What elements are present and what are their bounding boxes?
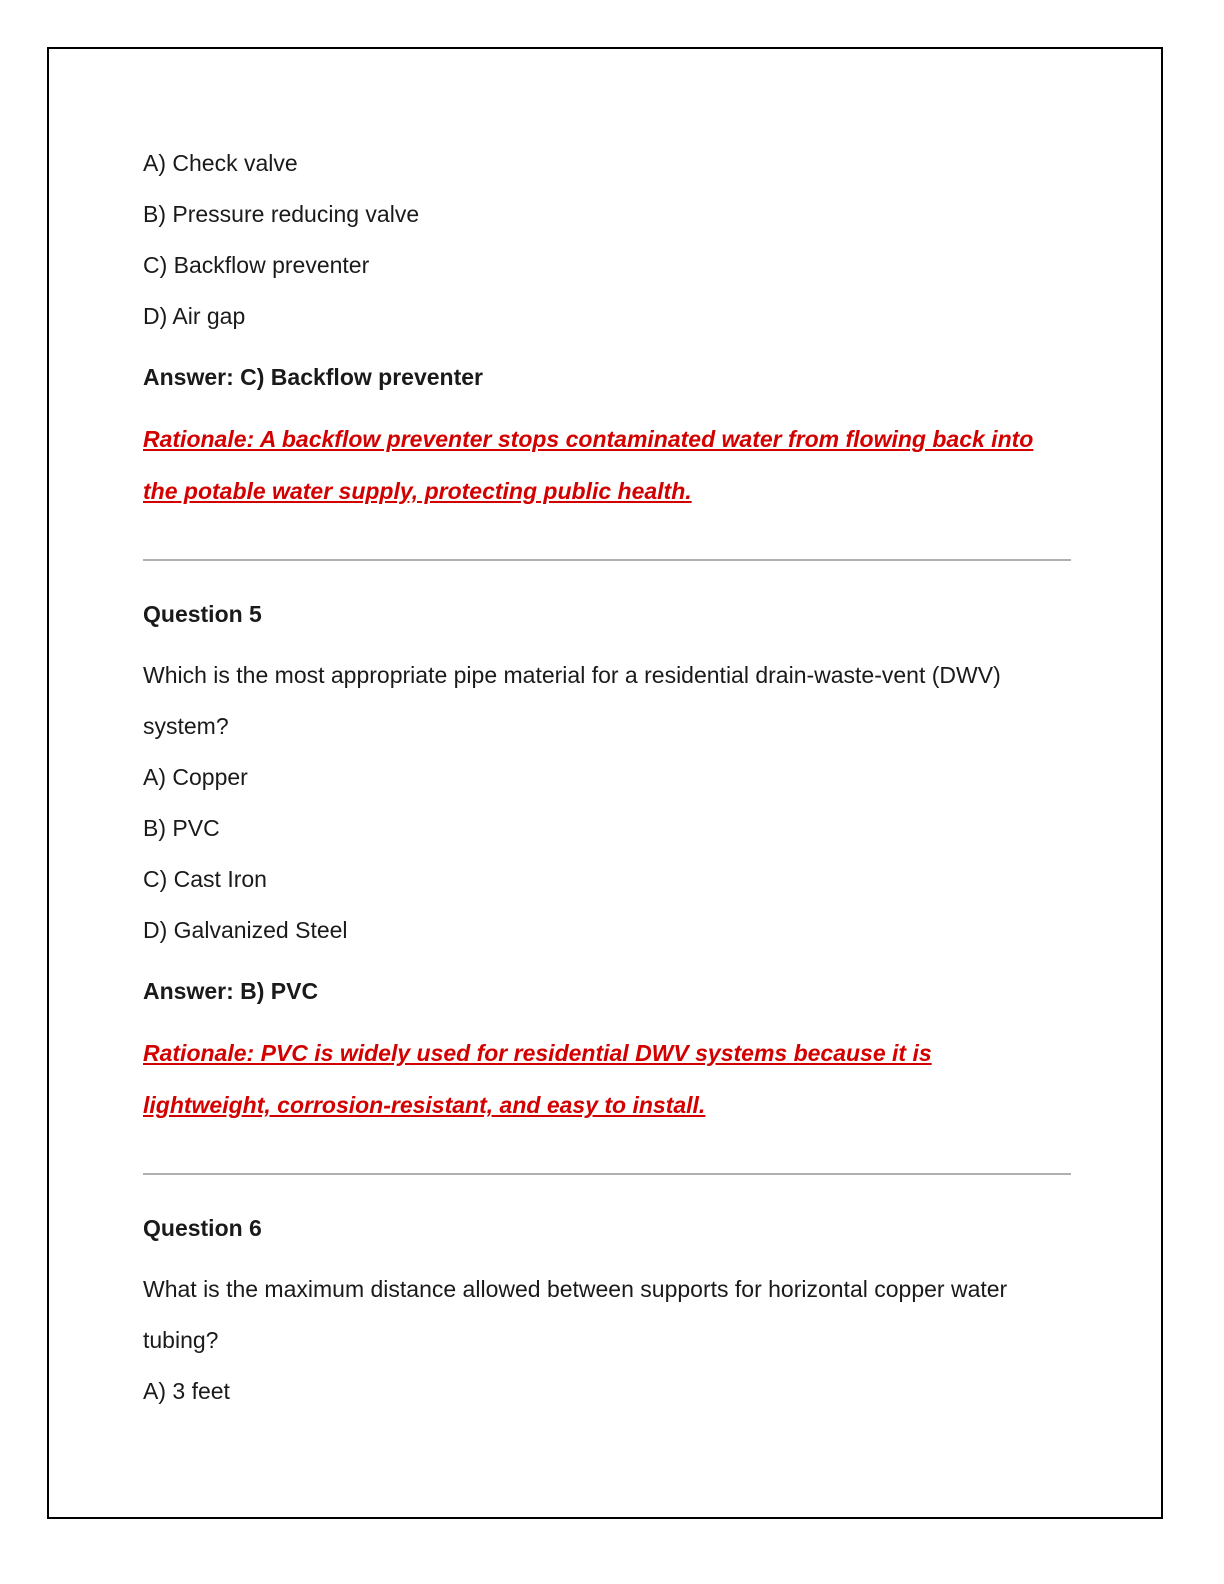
question-heading: Question 5 — [143, 601, 262, 627]
divider — [143, 559, 1071, 561]
option-a: A) Check valve — [143, 150, 298, 176]
divider — [143, 1173, 1071, 1175]
question-5-block — [143, 589, 1073, 1131]
option-b: B) PVC — [143, 815, 220, 841]
answer-text: Answer: B) PVC — [143, 978, 319, 1004]
rationale-text: Rationale: A backflow preventer stops contaminated water from flowing back into the potable water supply, protecting public health. — [143, 426, 1034, 504]
option-a: A) 3 feet — [143, 1378, 230, 1404]
question-6-block — [143, 1203, 1073, 1417]
rationale-text: Rationale: PVC is widely used for residential DWV systems because it is lightweight, corrosion-resistant, and easy to install. — [143, 1040, 932, 1118]
option-d: D) Air gap — [143, 303, 246, 329]
option-c: C) Cast Iron — [143, 866, 267, 892]
option-a: A) Copper — [143, 764, 248, 790]
option-d: D) Galvanized Steel — [143, 917, 348, 943]
document-content — [143, 138, 1073, 1417]
question-text: What is the maximum distance allowed between supports for horizontal copper water tubing? — [143, 1276, 1008, 1353]
option-b: B) Pressure reducing valve — [143, 201, 420, 227]
question-heading: Question 6 — [143, 1215, 262, 1241]
question-text: Which is the most appropriate pipe material for a residential drain-waste-vent (DWV) system? — [143, 662, 1001, 739]
option-c: C) Backflow preventer — [143, 252, 370, 278]
question-4-block — [143, 138, 1073, 517]
answer-text: Answer: C) Backflow preventer — [143, 364, 483, 390]
